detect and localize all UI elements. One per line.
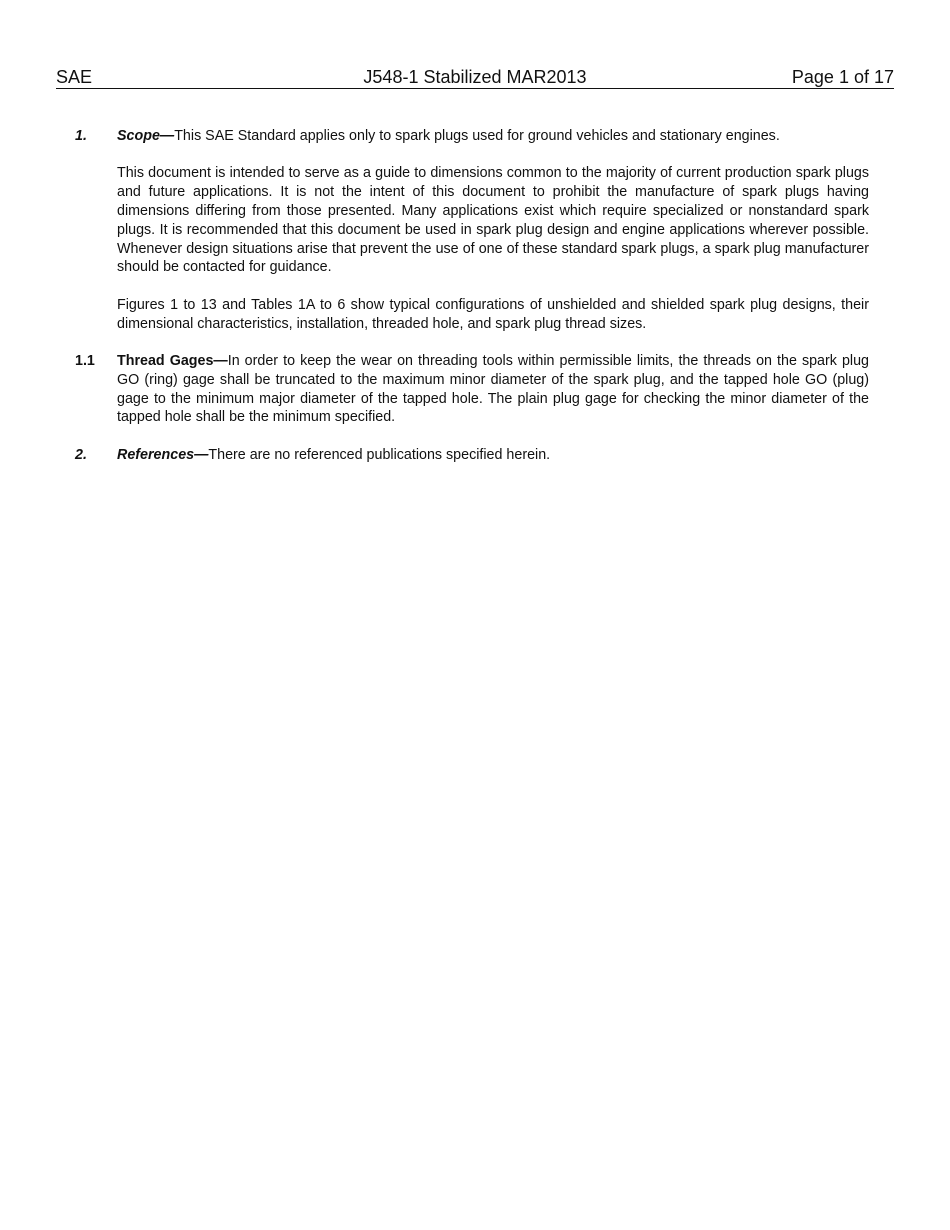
references-paragraph (117, 446, 869, 465)
section-heading: Thread Gages— (117, 352, 228, 369)
section-text: There are no referenced publications specified herein. (208, 446, 551, 463)
scope-paragraph-1 (117, 127, 869, 146)
header-page-number: Page 1 of 17 (791, 67, 894, 87)
section-text: In order to keep the wear on threading tools within permissible limits, the threads on the spark plug GO (ring) gage shall be truncated to the maximum minor diameter of the spark plug, and the tapped hole GO (plug) gage to the minimum major diameter of the tapped hole. The plain plug gage for checking the minor diameter of the tapped hole shall be the minimum specified. (117, 352, 869, 426)
section-number: 1.1 (75, 352, 95, 369)
section-heading: References— (117, 446, 209, 463)
scope-paragraph-2: This document is intended to serve as a guide to dimensions common to the majority of current production spark plugs and future applications. It is not the intent of this document to prohibit the manufacture of spark plugs having dimensions differing from those presented. Many applications exist which require specialized or nonstandard spark plugs. It is recommended that this document be used in spark plug design and engine applications wherever possible. Whenever design situations arise that prevent the use of one of these standard spark plugs, a spark plug manufacturer should be contacted for guidance. (117, 165, 869, 276)
section-scope (75, 127, 869, 333)
page-header (56, 66, 894, 89)
header-document-id: J548-1 Stabilized MAR2013 (363, 67, 587, 87)
section-number: 2. (75, 446, 87, 463)
document-body (75, 127, 869, 465)
section-heading: Scope— (117, 128, 175, 144)
section-number: 1. (75, 128, 87, 144)
section-references (75, 446, 869, 465)
header-organization: SAE (56, 67, 93, 87)
scope-paragraph-3: Figures 1 to 13 and Tables 1A to 6 show typical configurations of unshielded and shielded spark plug designs, their dimensional characteristics, installation, threaded hole, and spark plug thread sizes. (117, 296, 869, 332)
thread-gages-paragraph (117, 352, 869, 427)
section-thread-gages (75, 352, 869, 427)
section-text: This SAE Standard applies only to spark plugs used for ground vehicles and stationary engines. (174, 128, 780, 144)
